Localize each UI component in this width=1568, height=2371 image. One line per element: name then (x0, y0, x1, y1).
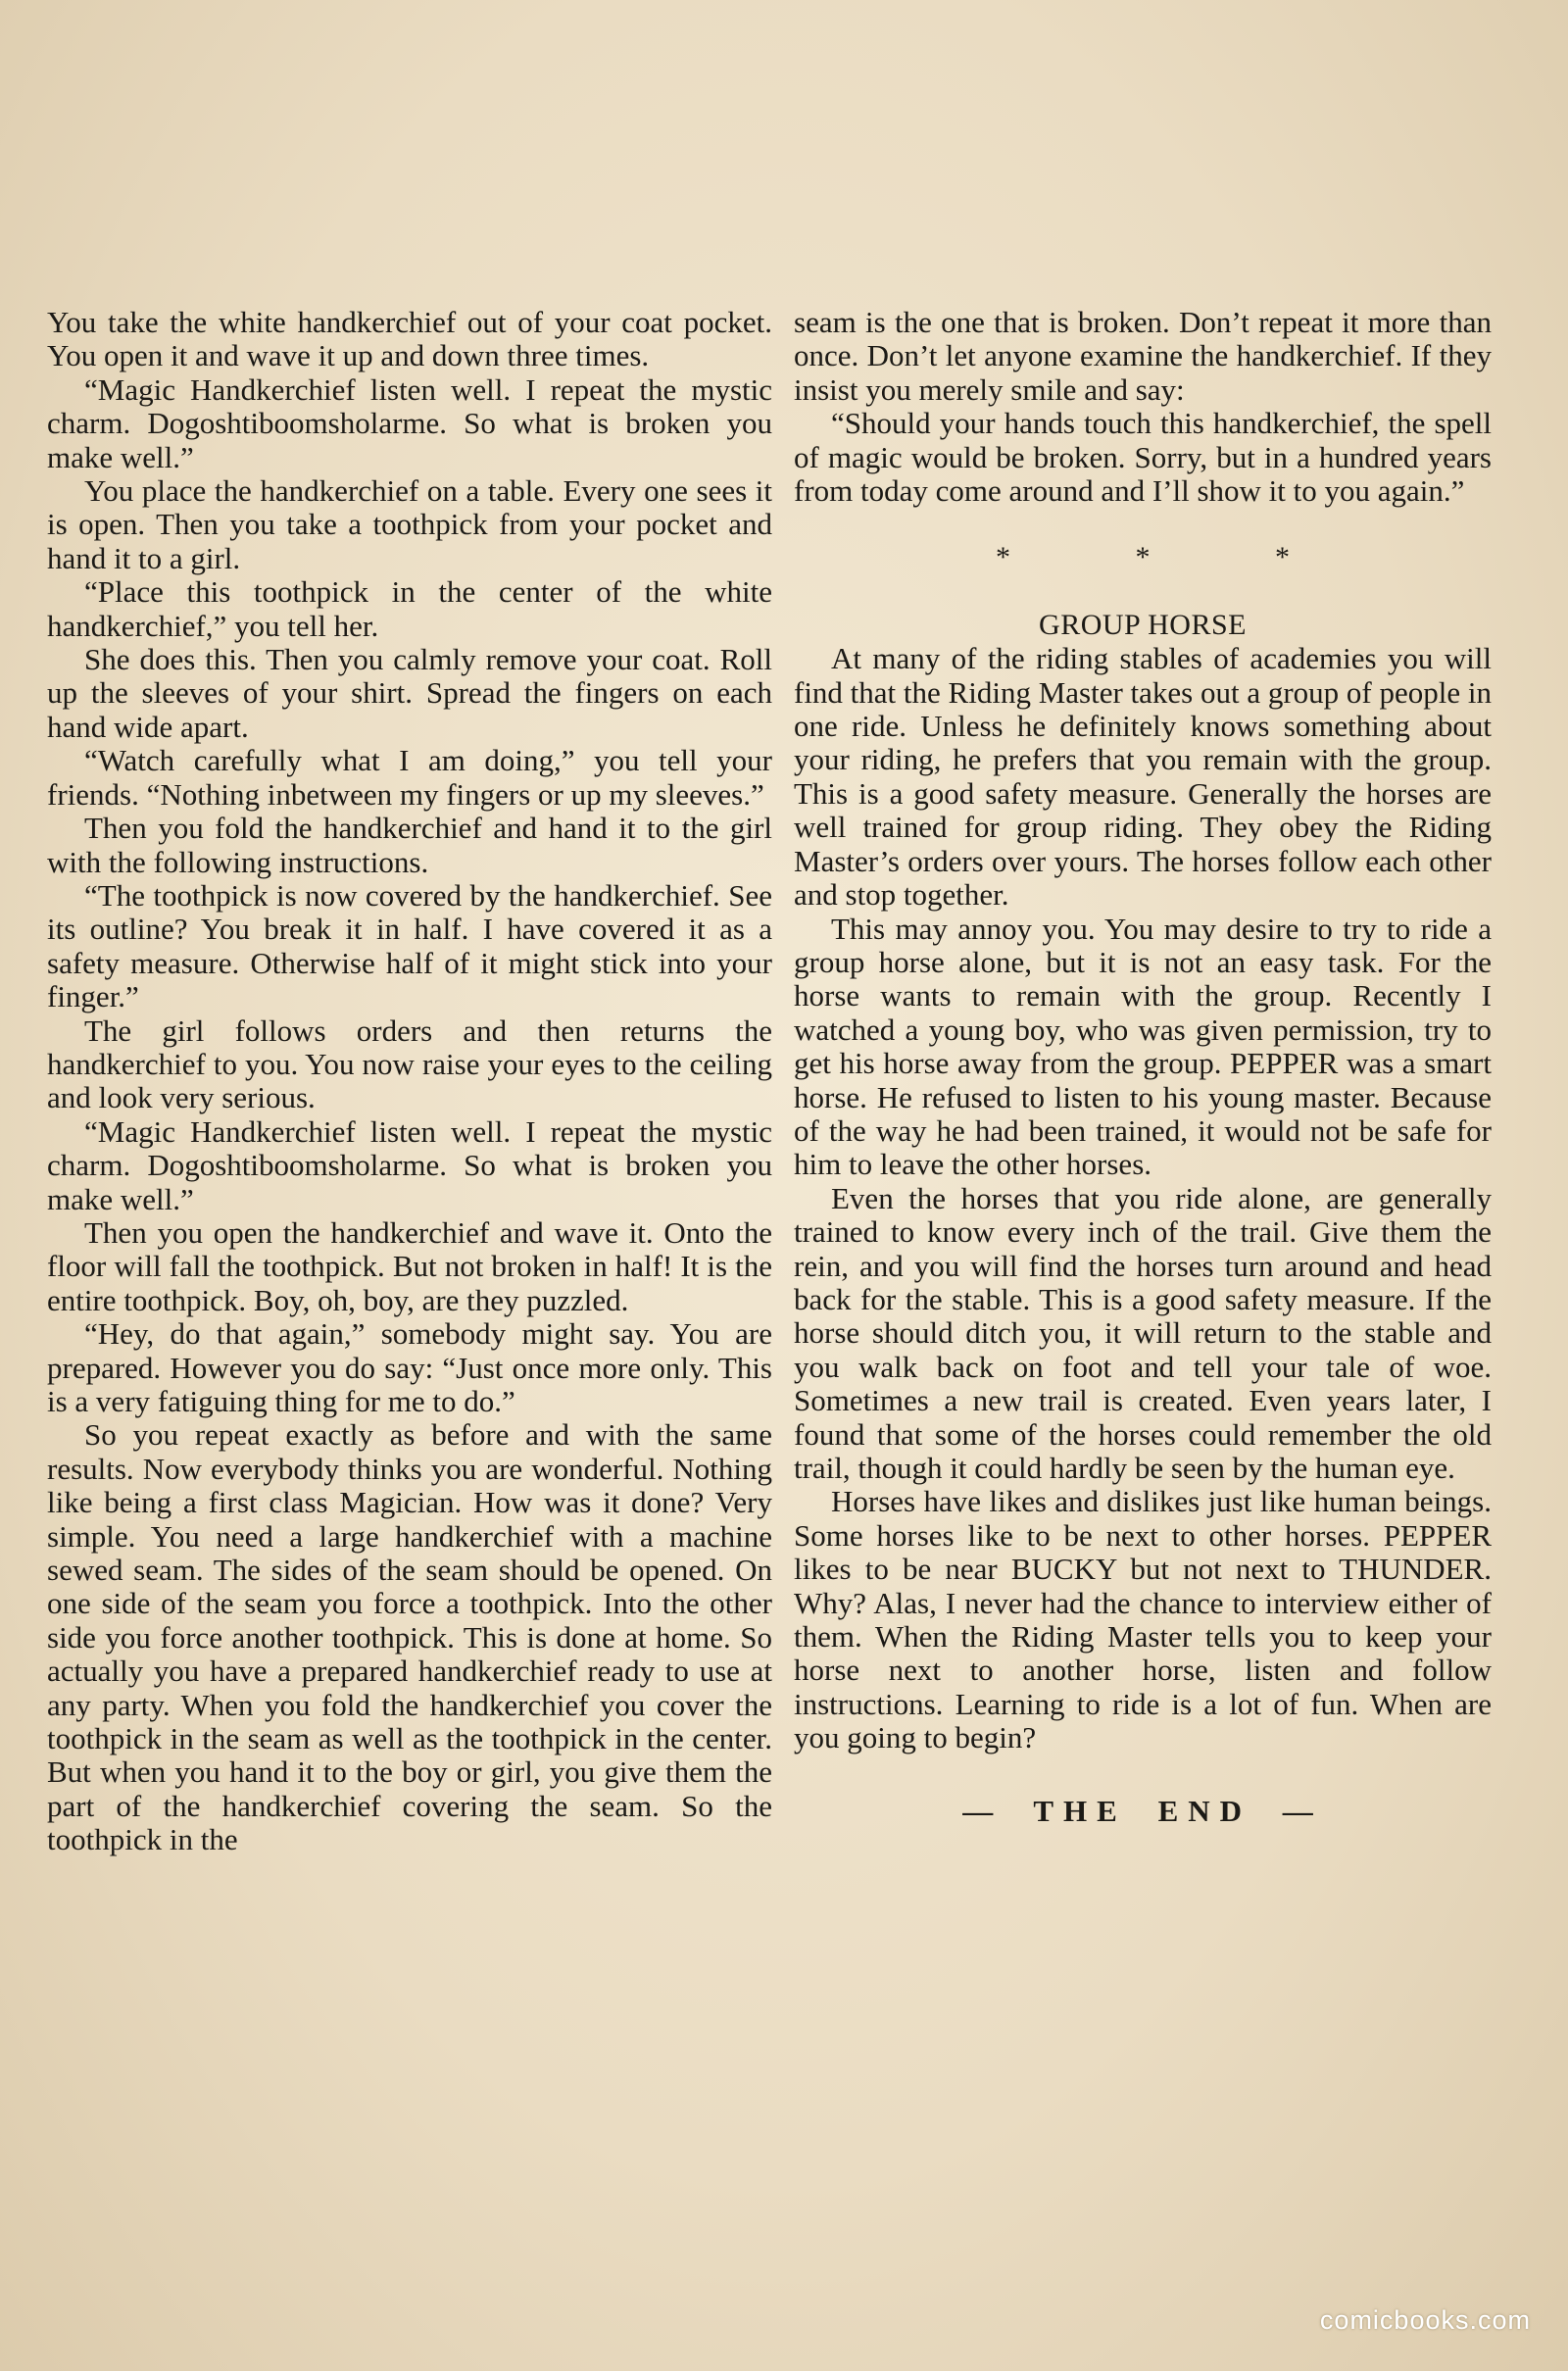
paragraph: You take the white handkerchief out of your coat pocket. You open it and wave it up and down three times. (47, 305, 772, 373)
left-text-column (47, 306, 772, 1857)
paragraph: The girl follows orders and then returns the handkerchief to you. You now raise your eyes to the ceiling and look very serious. (47, 1013, 772, 1115)
section-title: GROUP HORSE (1039, 608, 1247, 641)
paragraph: “Watch carefully what I am doing,” you tell your friends. “Nothing inbetween my fingers or up my sleeves.” (47, 743, 772, 812)
paragraph: seam is the one that is broken. Don’t repeat it more than once. Don’t let anyone examine the handkerchief. If they insist you merely smile and say: (794, 305, 1492, 407)
paragraph: Then you open the handkerchief and wave it. Onto the floor will fall the toothpick. But not broken in half! It is the entire toothpick. Boy, oh, boy, are they puzzled. (47, 1214, 772, 1317)
paragraph: Horses have likes and dislikes just like human beings. Some horses like to be next to other horses. PEPPER likes to be near BUCKY but not next to THUNDER. Why? Alas, I never had the chance to interview either of them. When the Riding Master tells you to keep your horse next to another horse, listen and follow instructions. Learning to ride is a lot of fun. When are you going to begin? (794, 1484, 1492, 1755)
right-text-column (794, 306, 1492, 1828)
faded-show-through-heading (69, 118, 1519, 265)
paragraph: “Magic Handkerchief listen well. I repeat the mystic charm. Dogoshtiboomsholarme. So what is broken you make well.” (47, 371, 772, 474)
paragraph: “The toothpick is now covered by the handkerchief. See its outline? You break it in half. I have covered it as a safety measure. Otherwise half of it might stick into your finger.” (47, 877, 772, 1014)
paragraph: At many of the riding stables of academies you will find that the Riding Master takes out a group of people in one ride. Unless he definitely knows something about your riding, he prefers that you remain with the group. This is a good safety measure. Generally the horses are well trained for group riding. They obey the Riding Master’s orders over yours. The horses follow each other and stop together. (794, 641, 1492, 913)
paragraph: Then you fold the handkerchief and hand it to the girl with the following instructions. (47, 811, 772, 879)
watermark: comicbooks.com (1319, 2305, 1531, 2335)
paragraph: She does this. Then you calmly remove your coat. Roll up the sleeves of your shirt. Spread the fingers on each hand wide apart. (47, 642, 772, 744)
the-end-marker: — THE END — (962, 1793, 1323, 1828)
paragraph: Even the horses that you ride alone, are generally trained to know every inch of the trail. Give them the rein, and you will find the horses turn around and head back for the stable. This is a good safety measure. If the horse should ditch you, it will return to the stable and you walk back on foot and tell your tale of woe. Sometimes a new trail is created. Even years later, I found that some of the horses could remember the old trail, though it could hardly be seen by the human eye. (794, 1180, 1492, 1485)
section-separator: * * * (996, 541, 1348, 574)
paragraph: So you repeat exactly as before and with the same results. Now everybody thinks you are wonderful. Nothing like being a first class Magician. How was it done? Very simple. You need a large handkerchief with a machine sewed seam. The sides of the seam should be opened. On one side of the seam you force a toothpick. Into the other side you force another toothpick. This is done at home. So actually you have a prepared handkerchief ready to use at any party. When you fold the handkerchief you cover the toothpick in the seam as well as the toothpick in the center. But when you hand it to the boy or girl, you give them the part of the handkerchief covering the seam. So the toothpick in the (47, 1417, 772, 1857)
paragraph: “Hey, do that again,” somebody might say. You are prepared. However you do say: “Just once more only. This is a very fatiguing thing for me to do.” (47, 1316, 772, 1418)
paragraph: This may annoy you. You may desire to try to ride a group horse alone, but it is not an easy task. For the horse wants to remain with the group. Recently I watched a young boy, who was given permission, try to get his horse away from the group. PEPPER was a smart horse. He refused to listen to his young master. Because of the way he had been trained, it would not be safe for him to leave the other horses. (794, 911, 1492, 1182)
paragraph: “Should your hands touch this handkerchief, the spell of magic would be broken. Sorry, but in a hundred years from today come around and I’ll show it to you again.” (794, 406, 1492, 509)
paragraph: You place the handkerchief on a table. Every one sees it is open. Then you take a toothpick from your pocket and hand it to a girl. (47, 473, 772, 575)
paragraph: “Place this toothpick in the center of the white handkerchief,” you tell her. (47, 574, 772, 643)
paragraph: “Magic Handkerchief listen well. I repeat the mystic charm. Dogoshtiboomsholarme. So what is broken you make well.” (47, 1113, 772, 1216)
